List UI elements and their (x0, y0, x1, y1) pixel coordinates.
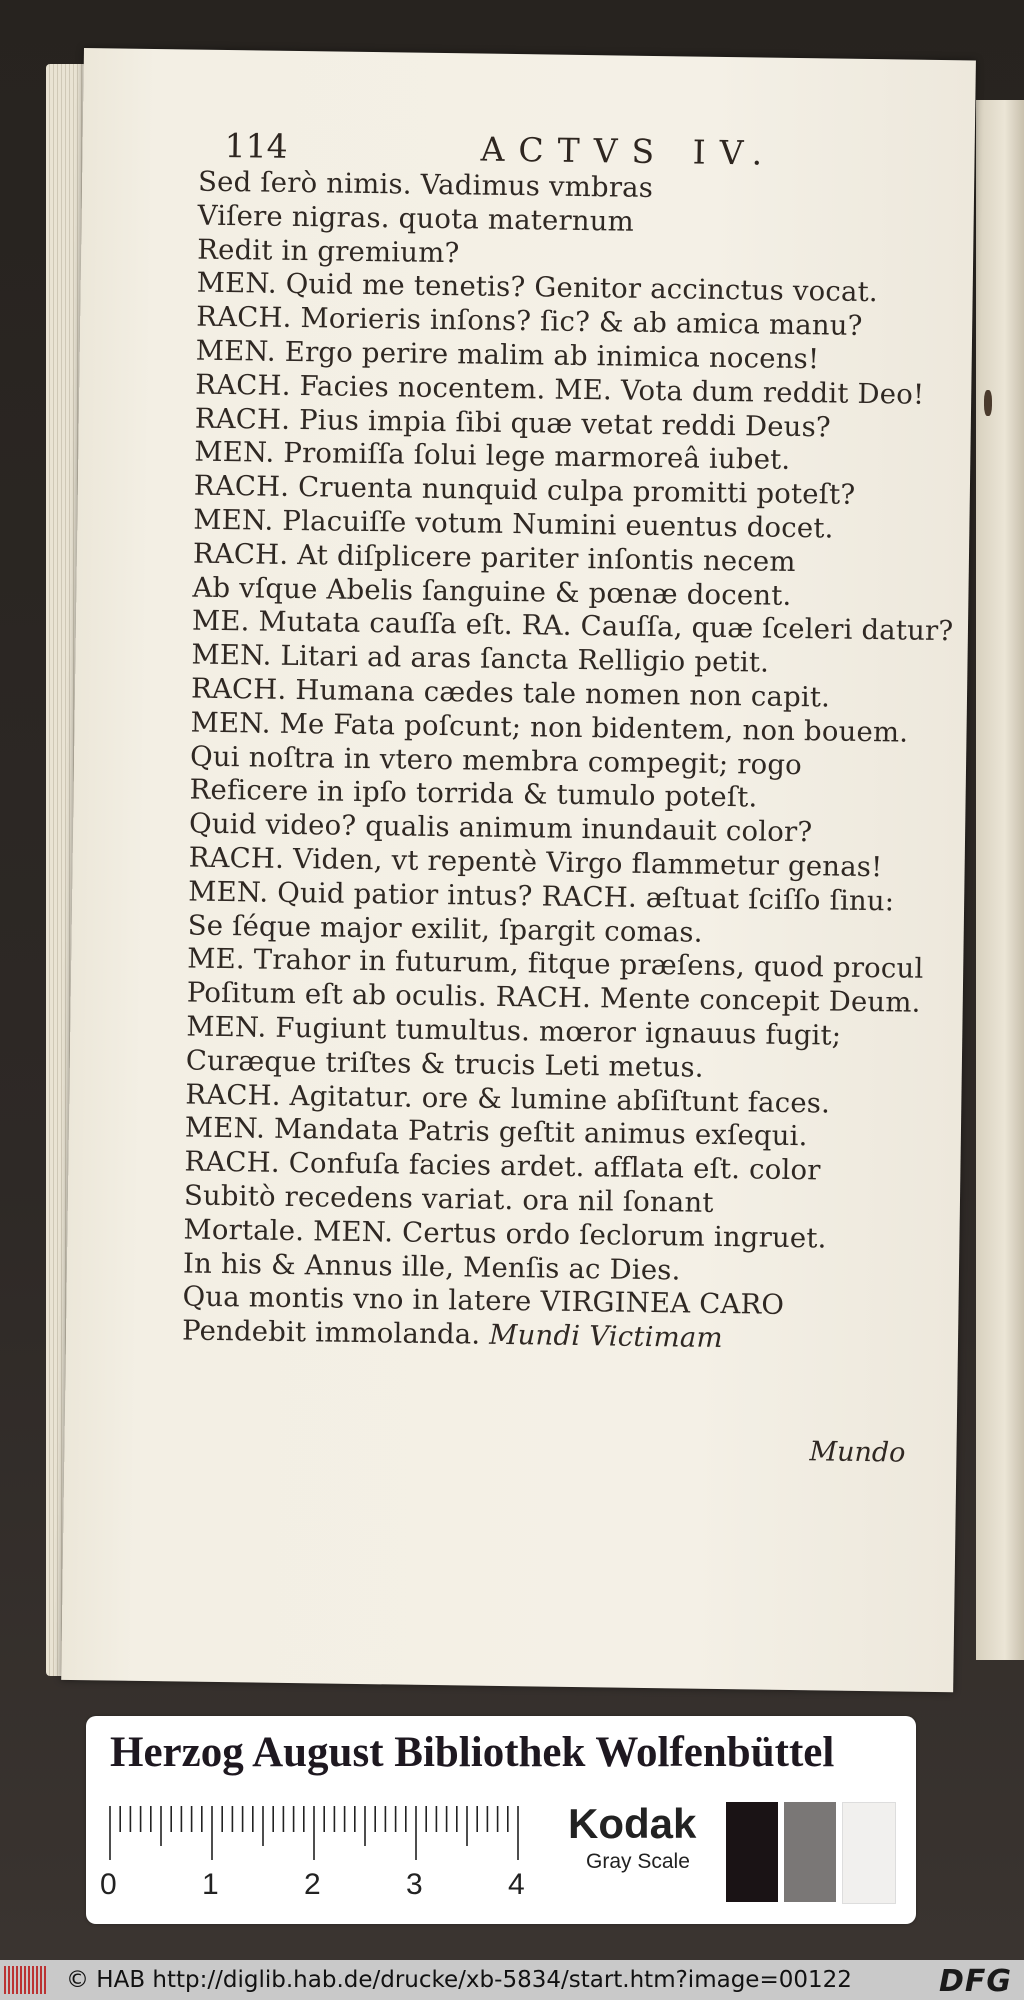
gray-swatch-black (726, 1802, 778, 1902)
verse-line: Subitò recedens variat. ora nil ſonant (183, 1179, 714, 1219)
ruler-scale (108, 1806, 538, 1862)
page-number: 114 (224, 125, 288, 166)
source-url[interactable]: © HAB http://diglib.hab.de/drucke/xb-5834/start.htm?image=00122 (66, 1967, 852, 1993)
verse-line: Mortale. MEN. Certus ordo ſeclorum ingruet. (183, 1213, 827, 1255)
ruler-number: 4 (508, 1868, 525, 1901)
verse-line: MEN. Quid me tenetis? Genitor accinctus vocat. (196, 266, 879, 309)
gray-swatch-light (842, 1802, 896, 1904)
verse-line: MEN. Quid patior intus? RACH. æſtuat ſciſſo ſinu: (188, 875, 895, 918)
footer-bar (0, 1960, 1024, 2000)
verse-line: Ab vſque Abelis ſanguine & pœnæ docent. (192, 571, 792, 612)
gray-swatch-mid (784, 1802, 836, 1902)
verse-line: Reficere in ipſo torrida & tumulo poteſt. (189, 773, 758, 814)
ink-spot (984, 390, 992, 416)
verse-line: MEN. Ergo perire malim ab inimica nocens! (195, 334, 820, 376)
ruler-number: 3 (406, 1868, 423, 1901)
verse-line: RACH. Cruenta nunquid culpa promitti poteſt? (193, 469, 856, 511)
barcode-icon (4, 1966, 48, 1994)
verse-line: MEN. Promiſſa ſolui lege marmoreâ iubet. (194, 435, 791, 477)
ruler-number: 2 (304, 1868, 321, 1901)
verse-line-italic: Mundi Victimam (489, 1318, 723, 1355)
verse-line: RACH. At diſplicere pariter inſontis necem (192, 537, 796, 578)
verse-line: MEN. Fugiunt tumultus. mœror ignauus fugit; (186, 1010, 842, 1052)
ruler-number: 1 (202, 1868, 219, 1901)
verse-line: Sed ſerò nimis. Vadimus vmbras (197, 165, 654, 204)
verse-line: MEN. Mandata Patris geſtit animus exſequi. (184, 1111, 808, 1153)
verse-line: RACH. Morieris inſons? ſic? & ab amica manu? (196, 300, 863, 343)
verse-line: RACH. Viden, vt repentè Virgo flammetur genas! (188, 841, 883, 884)
verse-line: MEN. Me Fata poſcunt; non bidentem, non bouem. (190, 706, 909, 749)
verse-text (182, 166, 958, 1359)
verse-line: RACH. Pius impia ſibi quæ vetat reddi Deus? (194, 402, 832, 444)
verse-line: RACH. Humana cædes tale nomen non capit. (190, 672, 831, 714)
book-page (61, 48, 976, 1692)
verse-line: Se ſéque major exilit, ſpargit comas. (187, 909, 703, 949)
verse-line: ME. Mutata cauſſa eſt. RA. Cauſſa, quæ ſceleri datur? (191, 604, 954, 648)
verse-line: In his & Annus ille, Menſis ac Dies. (182, 1247, 681, 1286)
verse-line: Curæque triſtes & trucis Leti metus. (185, 1044, 704, 1084)
facing-page-edge (976, 100, 1024, 1660)
ruler-numbers (86, 1868, 546, 1908)
verse-line: Qua montis vno in latere VIRGINEA CARO (182, 1280, 785, 1322)
color-calibration-card (86, 1716, 916, 1924)
verse-line: Poſitum eſt ab oculis. RACH. Mente concepit Deum. (186, 976, 921, 1019)
verse-line: Quid video? qualis animum inundauit color? (188, 807, 813, 849)
library-name: Herzog August Bibliothek Wolfenbüttel (110, 1729, 835, 1776)
verse-line: Viſere nigras. quota maternum (197, 199, 635, 238)
verse-line: ME. Trahor in futurum, fitque præſens, quod procul (187, 942, 924, 986)
verse-line: RACH. Facies nocentem. ME. Vota dum reddit Deo! (195, 368, 925, 411)
verse-line: MEN. Placuiſſe votum Numini euentus docet. (193, 503, 834, 545)
verse-line: MEN. Litari ad aras ſancta Relligio petit. (191, 638, 770, 679)
verse-line: RACH. Confuſa facies ardet. afflata eſt. color (184, 1145, 821, 1187)
verse-line: Redit in gremium? (196, 233, 460, 269)
kodak-logo: Kodak (568, 1800, 697, 1847)
verse-line-roman: Pendebit immolanda. (181, 1314, 490, 1351)
dfg-logo: DFG (938, 1964, 1012, 1999)
running-head: ACTVS IV. (480, 129, 777, 173)
verse-line: Qui noſtra in vtero membra compegit; rogo (189, 740, 803, 781)
catchword: Mundo (809, 1436, 906, 1469)
gray-scale-label: Gray Scale (586, 1850, 690, 1873)
ruler-number: 0 (100, 1868, 117, 1901)
verse-line: RACH. Agitatur. ore & lumine abſiſtunt faces. (185, 1078, 831, 1120)
